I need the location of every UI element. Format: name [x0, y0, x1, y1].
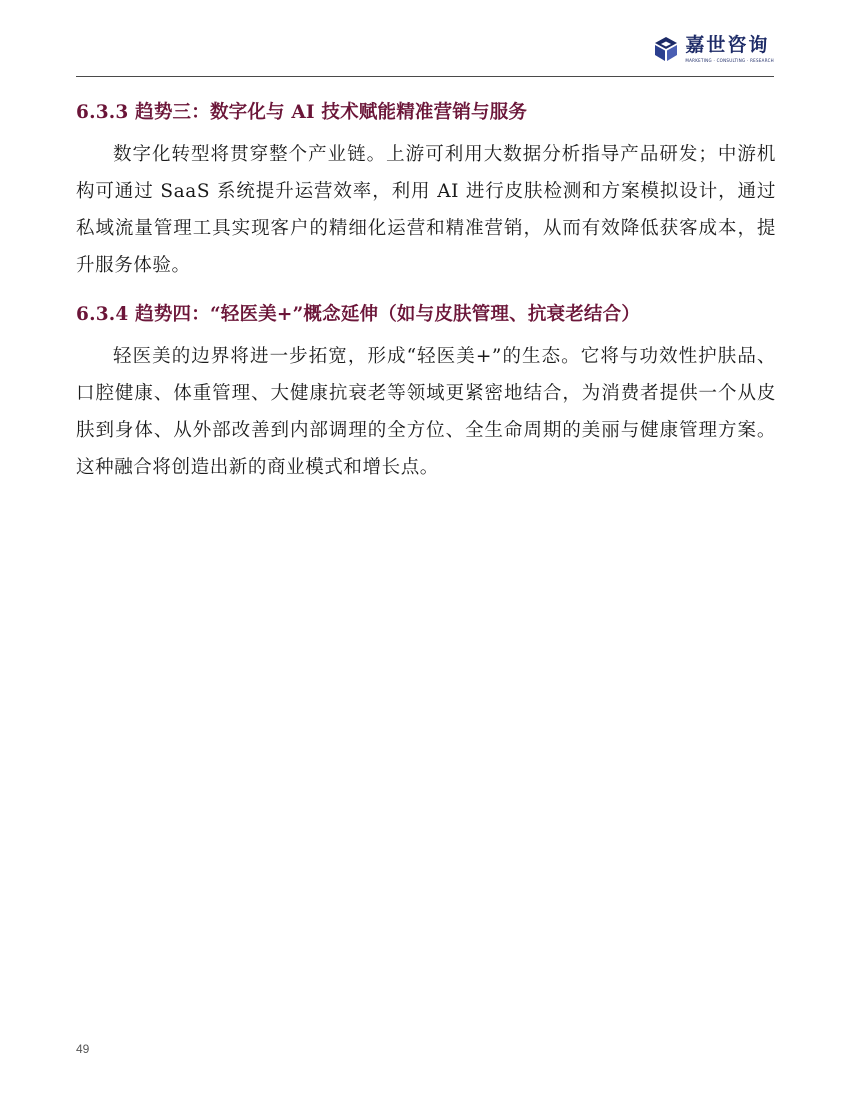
brand-mark-icon: [653, 36, 679, 62]
brand-tagline: MARKETING · CONSULTING · RESEARCH: [685, 58, 774, 63]
main-content: [76, 98, 776, 486]
section-paragraph-trend-4: 轻医美的边界将进一步拓宽，形成“轻医美+”的生态。它将与功效性护肤品、口腔健康、体重管理、大健康抗衰老等领域更紧密地结合，为消费者提供一个从皮肤到身体、从外部改善到内部调理的全方位、全生命周期的美丽与健康管理方案。这种融合将创造出新的商业模式和增长点。: [76, 346, 776, 478]
section-paragraph-trend-3: 数字化转型将贯穿整个产业链。上游可利用大数据分析指导产品研发；中游机构可通过 SaaS 系统提升运营效率，利用 AI 进行皮肤检测和方案模拟设计，通过私域流量管理工具实现客户的精细化运营和精准营销，从而有效降低获客成本，提升服务体验。: [76, 144, 776, 276]
page-number: 49: [76, 1042, 90, 1056]
brand-logo: [653, 34, 774, 63]
section-heading-trend-3: 6.3.3 趋势三：数字化与 AI 技术赋能精准营销与服务: [76, 102, 528, 123]
section-heading-trend-4: 6.3.4 趋势四：“轻医美+”概念延伸（如与皮肤管理、抗衰老结合）: [76, 304, 641, 325]
page-header: [76, 28, 774, 77]
brand-name: 嘉世咨询: [685, 34, 770, 56]
